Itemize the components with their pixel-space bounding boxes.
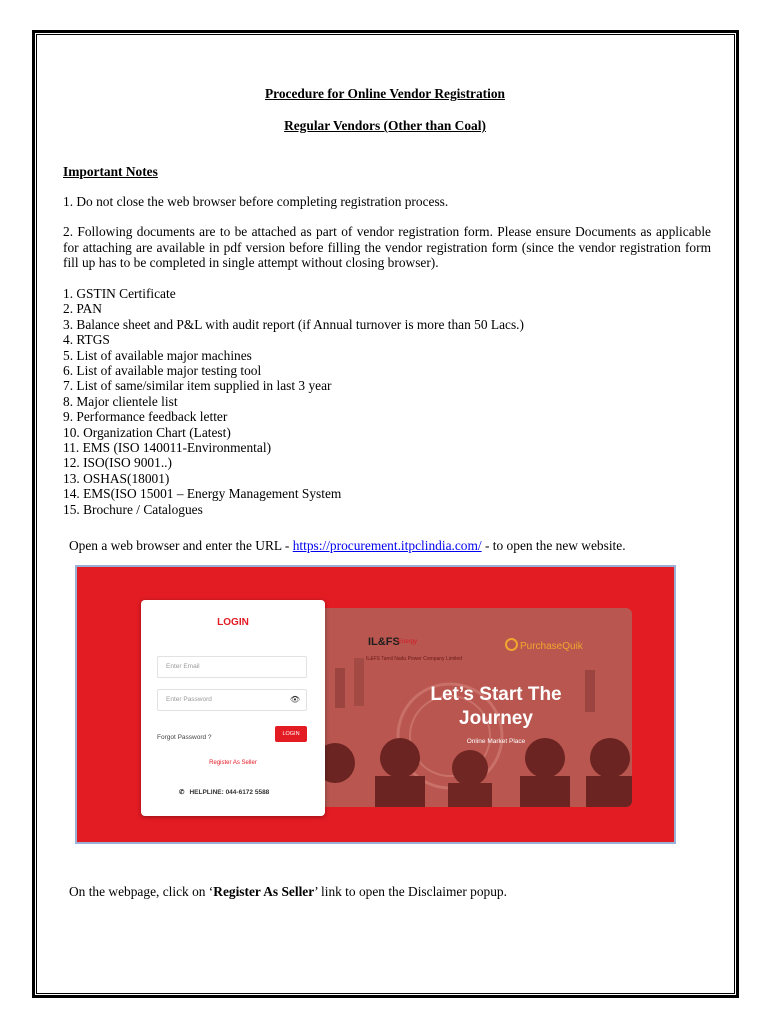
url-instruction (69, 538, 626, 554)
footer-instruction-post: ’ link to open the Disclaimer popup. (314, 884, 507, 899)
helpline-text: HELPLINE: 044-6172 5588 (189, 789, 270, 796)
login-card (141, 600, 325, 816)
procurement-url-link[interactable]: https://procurement.itpclindia.com/ (292, 538, 482, 553)
note-2: 2. Following documents are to be attached as part of vendor registration form. Please ensure Documents as applicable for attaching are available in pdf version before filling the vendor registration form (since the vendor registration form fill up has to be completed in single attempt without closing browser). (63, 224, 711, 270)
list-item: 13. OSHAS(18001) (63, 470, 170, 486)
purchasequik-logo-text: PurchaseQuik (520, 641, 583, 652)
document-subtitle: Regular Vendors (Other than Coal) (284, 118, 486, 133)
ilfs-logo-subtitle: IL&FS Tamil Nadu Power Company Limited (366, 656, 463, 662)
list-item: 12. ISO(ISO 9001..) (63, 455, 172, 471)
password-field[interactable] (157, 689, 307, 711)
purchasequik-logo (505, 638, 583, 652)
password-placeholder: Enter Password (166, 696, 212, 703)
login-title: LOGIN (217, 617, 249, 628)
important-notes-heading: Important Notes (63, 164, 158, 179)
footer-instruction-pre: On the webpage, click on ‘ (69, 884, 214, 899)
banner-heading (380, 683, 612, 731)
login-button[interactable]: LOGIN (275, 726, 307, 742)
ilfs-logo: IL&FS (368, 636, 400, 648)
hero-banner (320, 608, 632, 807)
banner-heading-line1: Let’s Start The (430, 684, 562, 705)
register-as-seller-link[interactable]: Register As Seller (209, 760, 257, 766)
list-item: 2. PAN (63, 301, 102, 317)
note-1: 1. Do not close the web browser before completing registration process. (63, 194, 449, 209)
email-field[interactable]: Enter Email (157, 656, 307, 678)
list-item: 11. EMS (ISO 140011-Environmental) (63, 440, 272, 456)
phone-icon: ✆ (179, 789, 185, 796)
list-item: 5. List of available major machines (63, 347, 252, 363)
list-item: 14. EMS(ISO 15001 – Energy Management System (63, 486, 342, 502)
documents-list (63, 286, 524, 517)
list-item: 15. Brochure / Catalogues (63, 501, 203, 517)
list-item: 8. Major clientele list (63, 393, 178, 409)
footer-instruction (69, 884, 507, 900)
list-item: 10. Organization Chart (Latest) (63, 424, 231, 440)
eye-icon[interactable]: 👁 (289, 695, 300, 704)
list-item: 4. RTGS (63, 332, 110, 348)
list-item: 1. GSTIN Certificate (63, 286, 176, 301)
footer-instruction-bold: Register As Seller (213, 884, 315, 899)
banner-heading-line2: Journey (459, 708, 533, 729)
list-item: 3. Balance sheet and P&L with audit report (if Annual turnover is more than 50 Lacs.) (63, 316, 524, 332)
banner-tagline: Online Market Place (466, 738, 526, 745)
list-item: 7. List of same/similar item supplied in last 3 year (63, 378, 332, 394)
document-title: Procedure for Online Vendor Registration (264, 86, 506, 101)
list-item: 9. Performance feedback letter (63, 409, 228, 425)
list-item: 6. List of available major testing tool (63, 363, 262, 379)
helpline (179, 788, 269, 796)
ilfs-logo-tag: Energy (398, 639, 418, 645)
purchasequik-logo-icon (505, 638, 518, 651)
url-instruction-pre: Open a web browser and enter the URL - (69, 538, 293, 553)
raised-hand (335, 668, 345, 708)
forgot-password-link[interactable]: Forgot Password ? (157, 734, 212, 741)
url-instruction-post: - to open the new website. (481, 538, 626, 553)
